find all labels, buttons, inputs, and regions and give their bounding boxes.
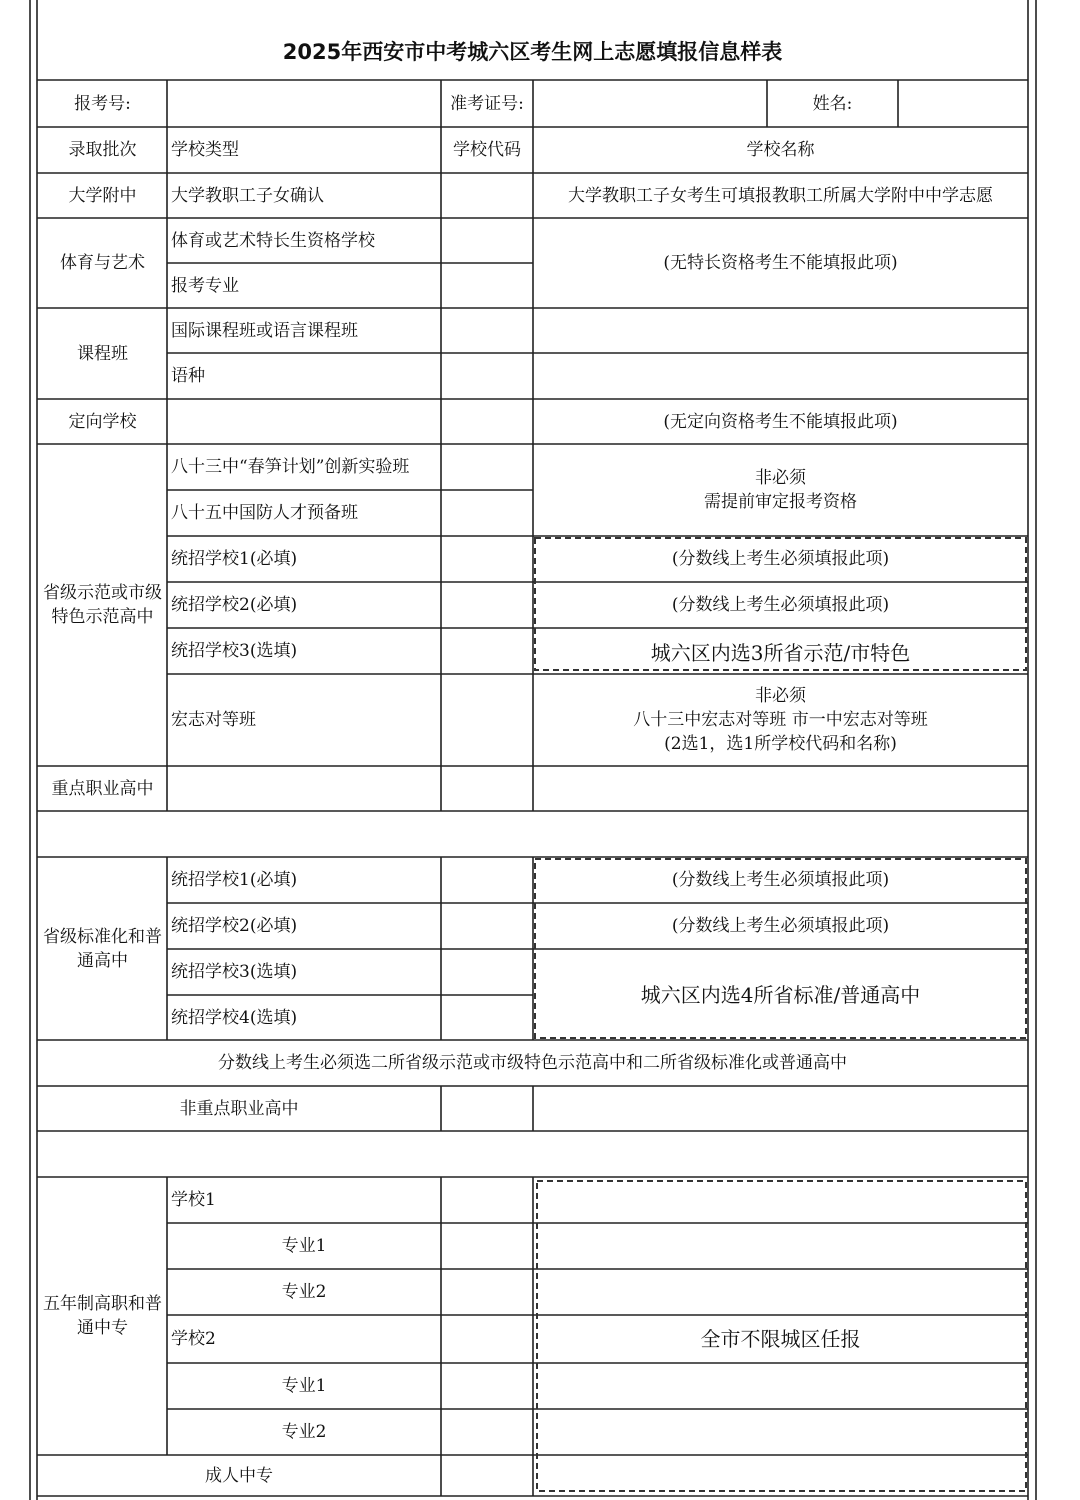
intl-course-code-field[interactable] — [443, 310, 531, 351]
five-year-school2-code-field[interactable] — [443, 1317, 531, 1361]
column-header-school-name: 学校名称 — [746, 140, 815, 160]
batch-sports-arts: 体育与艺术 — [60, 253, 145, 273]
five-year-school1-label: 学校1 — [171, 1190, 216, 1210]
innovation-class-label: 八十三中“春笋计划”创新实验班 — [171, 457, 410, 477]
univ-staff-child-confirm: 大学教职工子女确认 — [171, 185, 324, 206]
std-school1-code-field[interactable] — [443, 859, 531, 901]
batch-provincial-demo-line2: 特色示范高中 — [51, 607, 154, 627]
five-year-note: 全市不限城区任报 — [700, 1327, 861, 1351]
batch-provincial-demo-line1: 省级示范或市级 — [43, 583, 162, 603]
column-header-batch: 录取批次 — [68, 140, 137, 160]
batch-provincial-demo — [40, 444, 165, 766]
name-field[interactable] — [900, 82, 1026, 125]
demo-school1-code-field[interactable] — [443, 538, 531, 580]
rule-note: 分数线上考生必须选二所省级示范或市级特色示范高中和二所省级标准化或普通高中 — [218, 1053, 847, 1073]
adult-secondary-code-field[interactable] — [443, 1457, 531, 1494]
key-vocational-name-field[interactable] — [535, 768, 1026, 809]
std-school1-label: 统招学校1(必填) — [171, 870, 298, 890]
specialty-major-code-field[interactable] — [443, 265, 531, 306]
innovation-class-code-field[interactable] — [443, 446, 531, 488]
batch-provincial-std — [40, 857, 165, 1040]
key-vocational-field[interactable] — [169, 768, 439, 809]
batch-provincial-std-line1: 省级标准化和普 — [43, 926, 162, 947]
demo-school1-note: (分数线上考生必须填报此项) — [671, 549, 890, 569]
std-school2-note: (分数线上考生必须填报此项) — [671, 916, 890, 936]
adult-secondary-label: 成人中专 — [205, 1465, 273, 1486]
form-title: 2025年西安市中考城六区考生网上志愿填报信息样表 — [282, 40, 783, 64]
special-class-note-line2: 需提前审定报考资格 — [704, 492, 857, 512]
directed-school-field[interactable] — [169, 401, 439, 442]
non-key-vocational-label: 非重点职业高中 — [179, 1098, 299, 1119]
name-label: 姓名: — [812, 93, 853, 114]
hongzhi-note-line2: 八十三中宏志对等班 市一中宏志对等班 — [633, 710, 928, 730]
five-year-school1-major2-label: 专业2 — [281, 1282, 327, 1302]
directed-note: (无定向资格考生不能填报此项) — [663, 411, 898, 432]
std-school4-code-field[interactable] — [443, 997, 531, 1038]
special-class-note-line1: 非必须 — [755, 468, 806, 488]
specialty-school-label: 体育或艺术特长生资格学校 — [171, 230, 375, 251]
std-school4-label: 统招学校4(选填) — [171, 1007, 298, 1028]
five-year-school2-major2-label: 专业2 — [281, 1422, 327, 1442]
std-school2-code-field[interactable] — [443, 905, 531, 947]
std-school3-code-field[interactable] — [443, 951, 531, 993]
univ-note: 大学教职工子女考生可填报教职工所属大学附中中学志愿 — [568, 185, 993, 206]
admission-number-label: 准考证号: — [450, 93, 524, 114]
language-name-field[interactable] — [535, 355, 1026, 397]
special-class-note — [533, 444, 1028, 536]
hongzhi-note-line3: (2选1，选1所学校代码和名称) — [664, 734, 897, 754]
std-school-optional-note: 城六区内选4所省标准/普通高中 — [640, 982, 921, 1007]
defense-class-code-field[interactable] — [443, 492, 531, 534]
batch-univ-affiliated: 大学附中 — [68, 185, 137, 206]
five-year-school1-code-field[interactable] — [443, 1179, 531, 1221]
hongzhi-code-field[interactable] — [443, 676, 531, 764]
language-label: 语种 — [171, 366, 205, 386]
demo-school2-note: (分数线上考生必须填报此项) — [671, 595, 890, 615]
batch-course-class: 课程班 — [77, 343, 128, 364]
intl-course-name-field[interactable] — [535, 310, 1026, 351]
specialty-major-label: 报考专业 — [171, 275, 239, 296]
demo-school3-label: 统招学校3(选填) — [171, 641, 298, 661]
intl-course-label: 国际课程班或语言课程班 — [171, 320, 358, 341]
hongzhi-note-line1: 非必须 — [755, 686, 806, 706]
hongzhi-note — [533, 674, 1028, 766]
std-school2-label: 统招学校2(必填) — [171, 916, 298, 936]
defense-class-label: 八十五中国防人才预备班 — [171, 503, 358, 523]
admission-number-field[interactable] — [535, 82, 765, 125]
batch-directed-school: 定向学校 — [68, 411, 137, 432]
demo-school2-label: 统招学校2(必填) — [171, 595, 298, 615]
demo-school1-label: 统招学校1(必填) — [171, 549, 298, 569]
demo-school2-code-field[interactable] — [443, 584, 531, 626]
std-school1-note: (分数线上考生必须填报此项) — [671, 870, 890, 890]
column-header-school-type: 学校类型 — [171, 140, 239, 160]
five-year-school1-major1-label: 专业1 — [281, 1236, 327, 1256]
std-school3-label: 统招学校3(选填) — [171, 962, 298, 982]
key-vocational-code-field[interactable] — [443, 768, 531, 809]
five-year-school2-major1-label: 专业1 — [281, 1376, 327, 1396]
non-key-vocational-name-field[interactable] — [535, 1088, 1026, 1129]
demo-school3-code-field[interactable] — [443, 630, 531, 672]
language-code-field[interactable] — [443, 355, 531, 397]
exam-number-label: 报考号: — [74, 93, 131, 114]
demo-school3-note: 城六区内选3所省示范/市特色 — [650, 641, 911, 665]
five-year-school2-label: 学校2 — [171, 1329, 216, 1349]
univ-code-field[interactable] — [443, 175, 531, 216]
column-header-school-code: 学校代码 — [453, 140, 521, 160]
hongzhi-class-label: 宏志对等班 — [171, 710, 256, 730]
batch-provincial-std-line2: 通高中 — [77, 950, 128, 971]
batch-five-year — [40, 1177, 165, 1455]
sports-note: (无特长资格考生不能填报此项) — [663, 253, 898, 273]
batch-five-year-line1: 五年制高职和普 — [43, 1294, 162, 1314]
batch-key-vocational: 重点职业高中 — [51, 778, 154, 799]
specialty-school-code-field[interactable] — [443, 220, 531, 261]
batch-five-year-line2: 通中专 — [77, 1318, 128, 1338]
non-key-vocational-code-field[interactable] — [443, 1088, 531, 1129]
exam-number-field[interactable] — [169, 82, 439, 125]
